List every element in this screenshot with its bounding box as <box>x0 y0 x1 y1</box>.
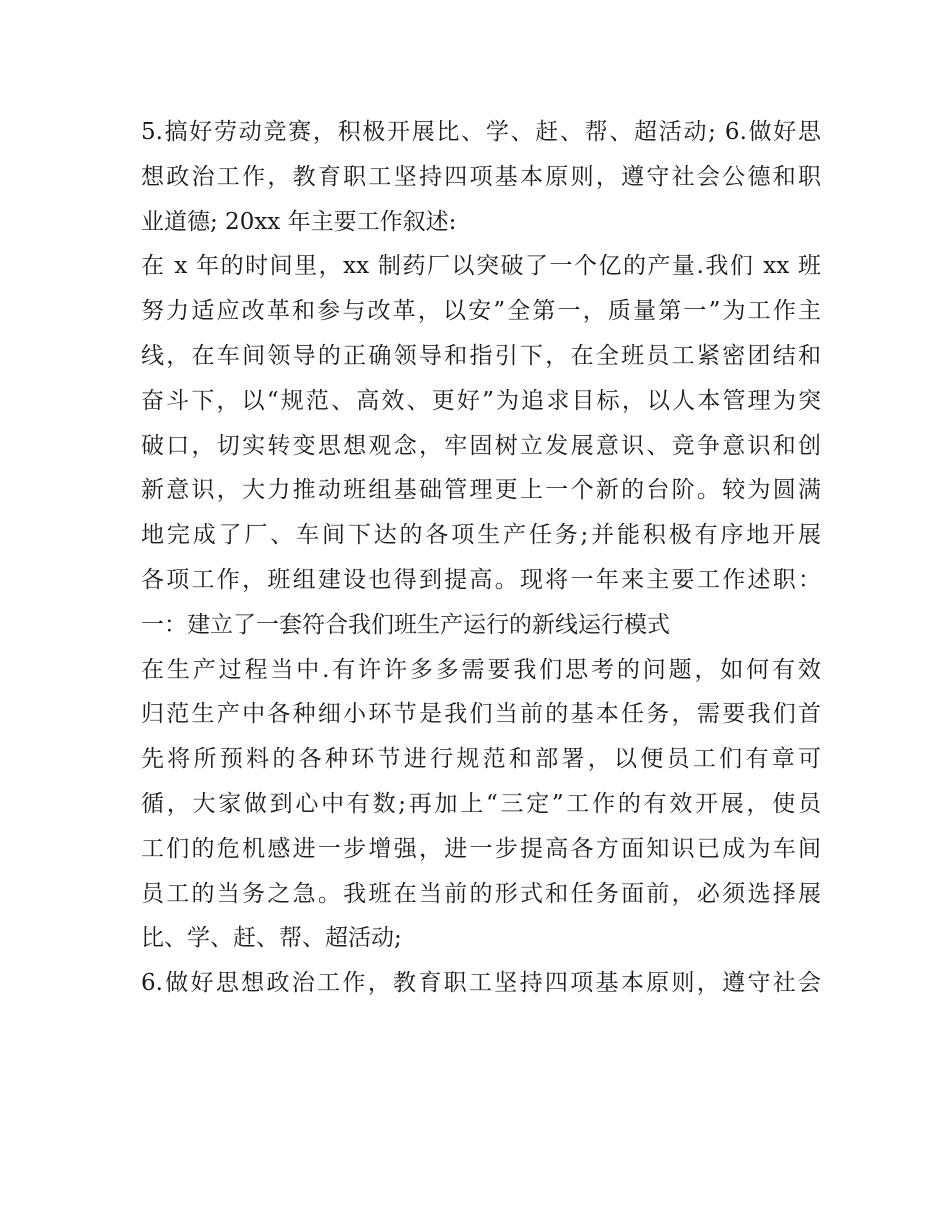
text-line: 线，在车间领导的正确领导和指引下，在全班员工紧密团结和 <box>141 342 821 369</box>
text-line: 新意识，大力推动班组基础管理更上一个新的台阶。较为圆满 <box>141 477 821 504</box>
text-line: 在 x 年的时间里，xx 制药厂以突破了一个亿的产量.我们 xx 班 <box>141 253 821 280</box>
text-line: 在生产过程当中.有许许多多需要我们思考的问题，如何有效 <box>141 656 821 683</box>
text-line: 努力适应改革和参与改革，以安”全第一，质量第一”为工作主 <box>141 298 821 325</box>
text-line: 想政治工作，教育职工坚持四项基本原则，遵守社会公德和职 <box>141 163 821 190</box>
text-line: 6.做好思想政治工作，教育职工坚持四项基本原则，遵守社会 <box>141 970 821 997</box>
text-line: 工们的危机感进一步增强，进一步提高各方面知识已成为车间 <box>141 835 821 862</box>
text-line: 员工的当务之急。我班在当前的形式和任务面前，必须选择展 <box>141 880 821 907</box>
text-line: 先将所预料的各种环节进行规范和部署，以便员工们有章可 <box>141 746 821 773</box>
text-line: 各项工作，班组建设也得到提高。现将一年来主要工作述职： <box>141 566 821 593</box>
text-line: 破口，切实转变思想观念，牢固树立发展意识、竞争意识和创 <box>141 432 821 459</box>
text-line: 循，大家做到心中有数;再加上“三定”工作的有效开展，使员 <box>141 790 821 817</box>
text-line: 业道德; 20xx 年主要工作叙述: <box>141 208 457 235</box>
document-body <box>141 110 821 1006</box>
text-line: 归范生产中各种细小环节是我们当前的基本任务，需要我们首 <box>141 701 821 728</box>
text-line: 地完成了厂、车间下达的各项生产任务;并能积极有序地开展 <box>141 522 821 549</box>
section-heading: 一：建立了一套符合我们班生产运行的新线运行模式 <box>141 611 670 638</box>
text-line: 比、学、赶、帮、超活动; <box>141 925 402 952</box>
text-line: 5.搞好劳动竞赛，积极开展比、学、赶、帮、超活动; 6.做好思 <box>141 119 821 145</box>
text-line: 奋斗下，以“规范、高效、更好”为追求目标，以人本管理为突 <box>141 387 821 414</box>
